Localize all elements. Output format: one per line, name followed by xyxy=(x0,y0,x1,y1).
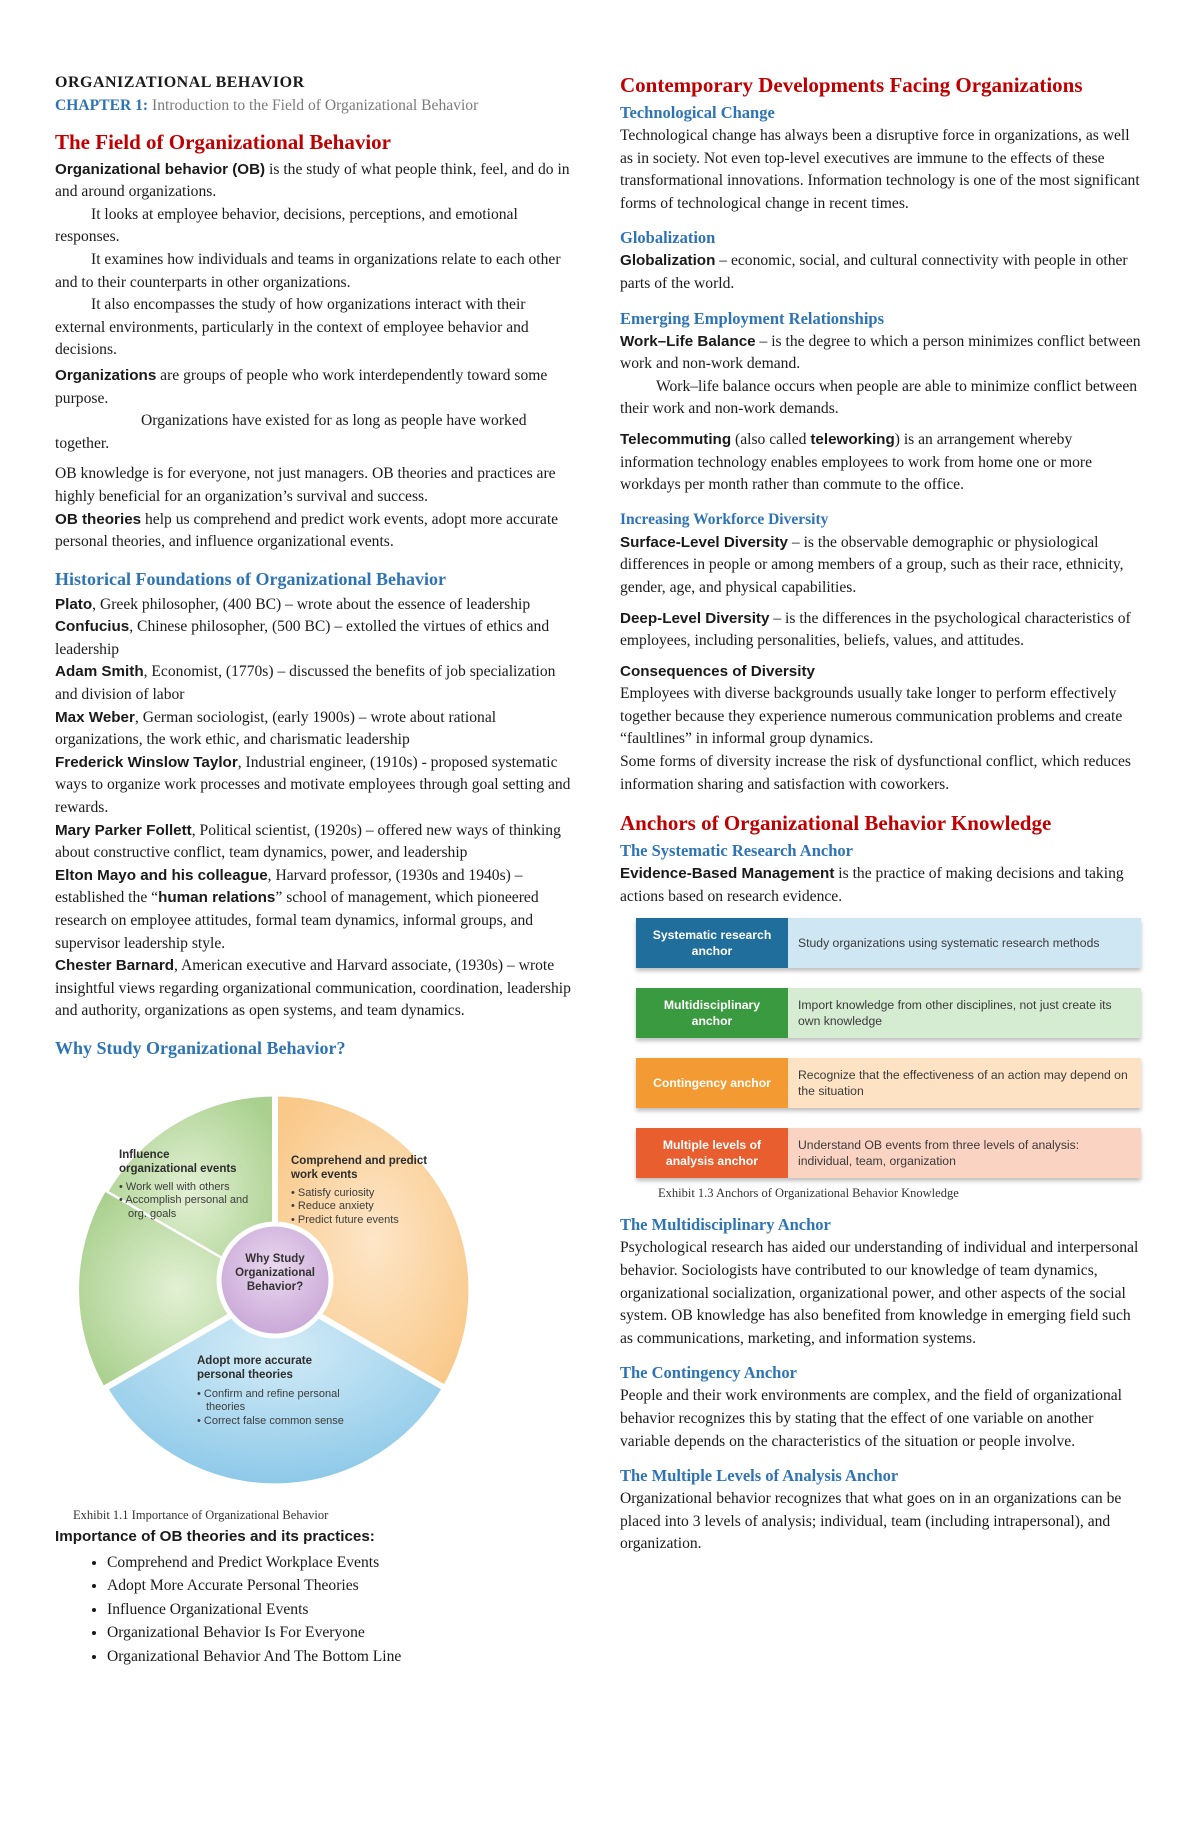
telecommuting-text: (also called xyxy=(731,430,811,448)
anchor-label: Multidisciplinary anchor xyxy=(636,988,788,1038)
employment-heading: Emerging Employment Relationships xyxy=(620,308,885,328)
comprehend-box xyxy=(291,1154,431,1228)
anchor-row-systematic xyxy=(636,918,1141,968)
influence-item-text: Accomplish personal and org. goals xyxy=(125,1194,249,1220)
historical-name: Elton Mayo and his colleague xyxy=(55,866,268,884)
ob-term: Organizational behavior (OB) xyxy=(55,160,266,178)
list-item: • Adopt More Accurate Personal Theories xyxy=(107,1574,575,1598)
historical-text: ” school of management, which pioneered research on employee attitudes, formal team dynamics, informal groups, and supervisor leadership style. xyxy=(55,889,539,952)
historical-text: , Political scientist, (1920s) – offered new ways of thinking about constructive conflict, team dynamics, power, and leadership xyxy=(55,821,561,862)
deep-diversity-term: Deep-Level Diversity xyxy=(620,609,770,627)
historical-barnard xyxy=(55,955,575,1023)
chapter-label: CHAPTER 1: xyxy=(55,96,149,114)
comprehend-item: • Satisfy curiosity xyxy=(291,1186,375,1199)
organizations-def-text: are groups of people who work interdependently toward some purpose. xyxy=(55,366,548,407)
anchors-figure xyxy=(636,918,1141,1178)
influence-title: Influence organizational events xyxy=(119,1148,237,1175)
consequences-heading: Consequences of Diversity xyxy=(620,662,815,680)
comprehend-title: Comprehend and predict work events xyxy=(291,1154,428,1181)
comprehend-item-text: Satisfy curiosity xyxy=(297,1186,375,1199)
comprehend-item-text: Predict future events xyxy=(297,1213,399,1226)
ob-theories-term: OB theories xyxy=(55,510,142,528)
multidisciplinary-paragraph: Psychological research has aided our understanding of individual and interpersonal behavior. Sociologists have contributed to our knowledge of team dynamics, organizational socialization, organizational power, and other aspects of the social system. OB knowledge has also benefited from knowledge in emerging field such as communications, marketing, and information systems. xyxy=(620,1239,1139,1347)
field-heading: The Field of Organizational Behavior xyxy=(55,129,391,154)
adopt-title: Adopt more accurate personal theories xyxy=(197,1354,313,1381)
chapter-heading xyxy=(55,95,575,117)
historical-name: Mary Parker Follett xyxy=(55,821,192,839)
historical-plato xyxy=(55,594,575,617)
historical-name: Plato xyxy=(55,595,93,613)
comprehend-item: • Predict future events xyxy=(291,1213,399,1226)
historical-text: , American executive and Harvard associate, (1930s) – wrote insightful views regarding organizational communication, coordination, leadership and authority, organizations as open systems, and team dynamics. xyxy=(55,957,571,1020)
historical-confucius xyxy=(55,616,575,661)
ob-theories-text: help us comprehend and predict work events, adopt more accurate personal theories, and influence organizational events. xyxy=(55,510,559,551)
anchor-desc: Import knowledge from other disciplines, not just create its own knowledge xyxy=(788,988,1141,1038)
list-item: • Organizational Behavior Is For Everyone xyxy=(107,1621,575,1645)
anchor-label: Contingency anchor xyxy=(636,1058,788,1108)
importance-list xyxy=(55,1551,575,1669)
levels-heading: The Multiple Levels of Analysis Anchor xyxy=(620,1466,899,1486)
ebm-term: Evidence-Based Management xyxy=(620,865,835,883)
globalization-term: Globalization xyxy=(620,252,716,270)
wlb-term: Work–Life Balance xyxy=(620,332,756,350)
tech-heading: Technological Change xyxy=(620,103,775,122)
deep-diversity-definition xyxy=(620,608,1145,653)
historical-adam-smith xyxy=(55,661,575,706)
anchor-desc: Recognize that the effectiveness of an action may depend on the situation xyxy=(788,1058,1141,1108)
anchor-row-multidisciplinary xyxy=(636,988,1141,1038)
historical-max-weber xyxy=(55,707,575,752)
figure-center-label: Why Study Organizational Behavior? xyxy=(235,1252,315,1293)
historical-text: , Economist, (1770s) – discussed the benefits of job specialization and division of labor xyxy=(55,663,556,704)
historical-name: Chester Barnard xyxy=(55,957,175,975)
organizations-term: Organizations xyxy=(55,366,157,384)
contingency-paragraph: People and their work environments are complex, and the field of organizational behavior recognizes this by stating that the effect of one variable on another variable depends on the characteristics of the situation or people involve. xyxy=(620,1387,1123,1450)
globalization-def-text: – economic, social, and cultural connectivity with people in other parts of the world. xyxy=(620,252,1128,292)
tech-paragraph: Technological change has always been a disruptive force in organizations, as well as in society. Not even top-level executives are immune to the effects of these transformational innovations. Information technology is one of the most significant forms of technological change in recent times. xyxy=(620,127,1140,212)
historical-follett xyxy=(55,820,575,865)
adopt-box xyxy=(197,1354,367,1429)
deep-diversity-text: – is the differences in the psychological characteristics of employees, including personalities, beliefs, values, and attitudes. xyxy=(620,609,1131,650)
diversity-heading: Increasing Workforce Diversity xyxy=(620,510,829,528)
influence-item: • Work well with others xyxy=(119,1180,230,1193)
historical-text: , Harvard professor, (1930s and 1940s) – established the “ xyxy=(55,866,523,907)
wlb-definition xyxy=(620,331,1145,376)
why-study-heading: Why Study Organizational Behavior? xyxy=(55,1037,346,1058)
ebm-def-text: is the practice of making decisions and taking actions based on research evidence. xyxy=(620,865,1124,905)
globalization-definition xyxy=(620,250,1145,295)
surface-diversity-term: Surface-Level Diversity xyxy=(620,533,788,551)
historical-text: , German sociologist, (early 1900s) – wrote about rational organizations, the work ethic, and charismatic leadership xyxy=(55,708,497,749)
consequences-paragraph-1: Employees with diverse backgrounds usually take longer to perform effectively together because they experience numerous communication problems and create “faultlines” in informal group dynamics. xyxy=(620,685,1123,748)
ob-theories-paragraph xyxy=(55,509,575,554)
ob-paragraph-1: It looks at employee behavior, decisions, perceptions, and emotional responses. xyxy=(55,205,518,246)
list-item: • Organizational Behavior And The Bottom Line xyxy=(107,1645,575,1669)
organizations-paragraph: Organizations have existed for as long as people have worked together. xyxy=(55,412,527,452)
ebm-definition xyxy=(620,863,1145,908)
historical-heading: Historical Foundations of Organizational Behavior xyxy=(55,568,447,589)
left-column xyxy=(55,72,575,1668)
historical-name: Confucius xyxy=(55,618,130,636)
telecommuting-term: Telecommuting xyxy=(620,430,732,448)
levels-paragraph: Organizational behavior recognizes that what goes on in an organizations can be placed into 3 levels of analysis; individual, team (including intrapersonal), and organization. xyxy=(620,1490,1122,1553)
ob-knowledge-paragraph: OB knowledge is for everyone, not just managers. OB theories and practices are highly beneficial for an organization’s survival and success. xyxy=(55,465,556,505)
historical-name: Frederick Winslow Taylor xyxy=(55,753,238,771)
anchor-label: Multiple levels of analysis anchor xyxy=(636,1128,788,1178)
ob-paragraph-3: It also encompasses the study of how organizations interact with their external environments, particularly in the context of employee behavior and decisions. xyxy=(55,296,529,359)
wlb-paragraph: Work–life balance occurs when people are able to minimize conflict between their work and non-work demands. xyxy=(620,377,1138,418)
ob-def-text: is the study of what people think, feel, and do in and around organizations. xyxy=(55,160,570,201)
influence-item: • Accomplish personal and org. goals xyxy=(119,1194,249,1220)
systematic-heading: The Systematic Research Anchor xyxy=(620,841,853,861)
historical-text: , Greek philosopher, (400 BC) – wrote about the essence of leadership xyxy=(92,595,531,613)
surface-diversity-text: – is the observable demographic or physiological differences in people or among members of a group, such as their race, ethnicity, gender, age, and physical capabilities. xyxy=(620,533,1124,596)
contingency-heading: The Contingency Anchor xyxy=(620,1363,797,1383)
ob-definition xyxy=(55,159,575,204)
contemporary-heading: Contemporary Developments Facing Organizations xyxy=(620,73,1083,97)
human-relations-term: human relations xyxy=(158,889,276,907)
historical-text: , Chinese philosopher, (500 BC) – extolled the virtues of ethics and leadership xyxy=(55,618,550,658)
anchors-heading: Anchors of Organizational Behavior Knowledge xyxy=(620,811,1052,836)
list-item: • Influence Organizational Events xyxy=(107,1598,575,1622)
telecommuting-definition xyxy=(620,429,1145,497)
consequences-paragraph-2: Some forms of diversity increase the risk of dysfunctional conflict, which reduces information sharing and satisfaction with coworkers. xyxy=(620,753,1131,793)
document-title: ORGANIZATIONAL BEHAVIOR xyxy=(55,74,305,91)
adopt-item: • Correct false common sense xyxy=(197,1414,344,1427)
anchors-caption: Exhibit 1.3 Anchors of Organizational Behavior Knowledge xyxy=(658,1186,959,1201)
ob-paragraph-2: It examines how individuals and teams in organizations relate to each other and to their counterparts in other organizations. xyxy=(55,250,561,291)
telecommuting-text: ) is an arrangement whereby information technology enables employees to work from home one or more workdays per month rather than commute to the office. xyxy=(620,430,1093,494)
historical-mayo xyxy=(55,865,575,955)
list-item: • Comprehend and Predict Workplace Events xyxy=(107,1551,575,1575)
surface-diversity-definition xyxy=(620,532,1145,600)
comprehend-item-text: Reduce anxiety xyxy=(297,1200,374,1213)
historical-taylor xyxy=(55,752,575,820)
historical-text: , Industrial engineer, (1910s) - proposed systematic ways to organize work processes and motivate employees through goal setting and rewards. xyxy=(55,753,571,817)
why-study-figure xyxy=(55,1066,495,1514)
anchor-label: Systematic research anchor xyxy=(636,918,788,968)
influence-item-text: Work well with others xyxy=(125,1180,230,1193)
right-column xyxy=(620,72,1145,1556)
anchor-desc: Study organizations using systematic research methods xyxy=(788,918,1141,968)
historical-name: Max Weber xyxy=(55,708,135,726)
teleworking-term: teleworking xyxy=(810,430,895,448)
influence-box xyxy=(119,1148,249,1222)
organizations-definition xyxy=(55,365,575,410)
globalization-heading: Globalization xyxy=(620,228,716,248)
figure-caption: Exhibit 1.1 Importance of Organizational Behavior xyxy=(73,1507,329,1522)
chapter-title: Introduction to the Field of Organizational Behavior xyxy=(152,96,479,114)
adopt-item-text: Confirm and refine personal theories xyxy=(203,1387,340,1414)
adopt-item-text: Correct false common sense xyxy=(203,1414,344,1427)
adopt-item: • Confirm and refine personal theories xyxy=(197,1387,340,1414)
importance-heading: Importance of OB theories and its practices: xyxy=(55,1527,375,1545)
anchor-desc: Understand OB events from three levels of analysis: individual, team, organization xyxy=(788,1128,1141,1178)
anchor-row-levels xyxy=(636,1128,1141,1178)
anchor-row-contingency xyxy=(636,1058,1141,1108)
comprehend-item: • Reduce anxiety xyxy=(291,1200,374,1213)
wlb-def-text: – is the degree to which a person minimizes conflict between work and non-work demand. xyxy=(620,332,1141,373)
historical-name: Adam Smith xyxy=(55,663,144,681)
multidisciplinary-heading: The Multidisciplinary Anchor xyxy=(620,1215,831,1235)
